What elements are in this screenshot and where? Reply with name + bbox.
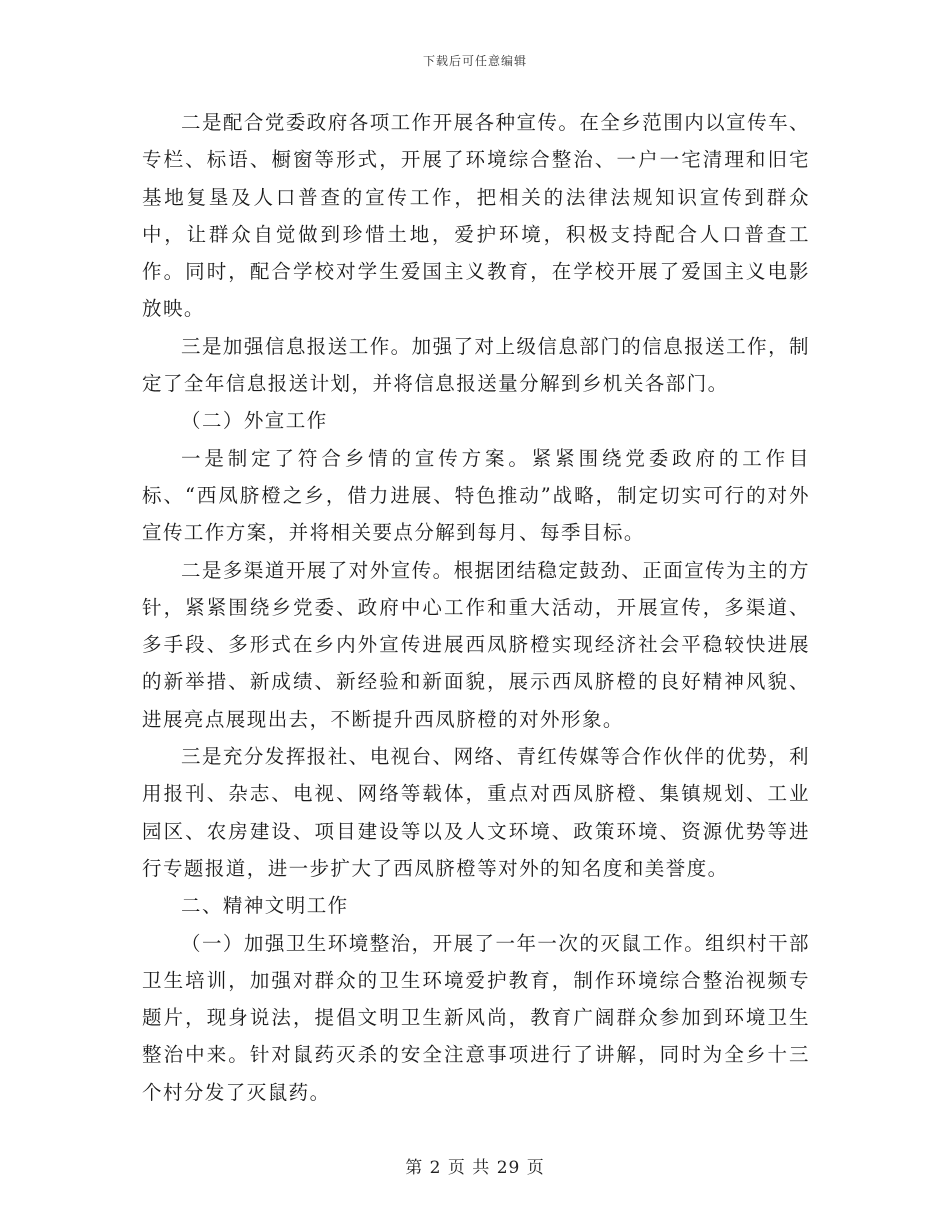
paragraph-multichannel-publicity: 二是多渠道开展了对外宣传。根据团结稳定鼓劲、正面宣传为主的方针，紧紧围绕乡党委、政府中心工作和重大活动，开展宣传，多渠道、多手段、多形式在乡内外宣传进展西凤脐橙实现经济社会平稳较快进展的新举措、新成绩、新经验和新面貌，展示西凤脐橙的良好精神风貌、进展亮点展现出去，不断提升西凤脐橙的对外形象。 bbox=[142, 558, 810, 731]
paragraph-sanitation-rodent-control: （一）加强卫生环境整治，开展了一年一次的灭鼠工作。组织村干部卫生培训，加强对群众的卫生环境爱护教育，制作环境综合整治视频专题片，现身说法，提倡文明卫生新风尚，教育广阔群众参加到环境卫生整治中来。针对鼠药灭杀的安全注意事项进行了讲解，同时为全乡十三个村分发了灭鼠药。 bbox=[142, 931, 810, 1104]
paragraph-publicity-plan: 一是制定了符合乡情的宣传方案。紧紧围绕党委政府的工作目标、“西凤脐橙之乡，借力进展、特色推动”战略，制定切实可行的对外宣传工作方案，并将相关要点分解到每月、每季目标。 bbox=[142, 446, 810, 545]
paragraph-media-partners: 三是充分发挥报社、电视台、网络、青红传媒等合作伙伴的优势，利用报刊、杂志、电视、网络等载体，重点对西凤脐橙、集镇规划、工业园区、农房建设、项目建设等以及人文环境、政策环境、资源优势等进行专题报道，进一步扩大了西凤脐橙等对外的知名度和美誉度。 bbox=[142, 745, 810, 880]
document-body bbox=[142, 104, 810, 1111]
section-heading-spiritual-civilization: 二、精神文明工作 bbox=[181, 894, 349, 918]
paragraph-publicity-activities: 二是配合党委政府各项工作开展各种宣传。在全乡范围内以宣传车、专栏、标语、橱窗等形式，开展了环境综合整治、一户一宅清理和旧宅基地复垦及人口普查的宣传工作，把相关的法律法规知识宣传到群众中，让群众自觉做到珍惜土地，爱护环境，积极支持配合人口普查工作。同时，配合学校对学生爱国主义教育，在学校开展了爱国主义电影放映。 bbox=[142, 111, 810, 321]
page-footer: 第 2 页 共 29 页 bbox=[405, 1158, 545, 1178]
page-header: 下载后可任意编辑 bbox=[422, 54, 527, 68]
paragraph-information-reporting: 三是加强信息报送工作。加强了对上级信息部门的信息报送工作，制定了全年信息报送计划，并将信息报送量分解到乡机关各部门。 bbox=[142, 334, 810, 396]
section-heading-external-publicity: （二）外宣工作 bbox=[181, 409, 328, 433]
